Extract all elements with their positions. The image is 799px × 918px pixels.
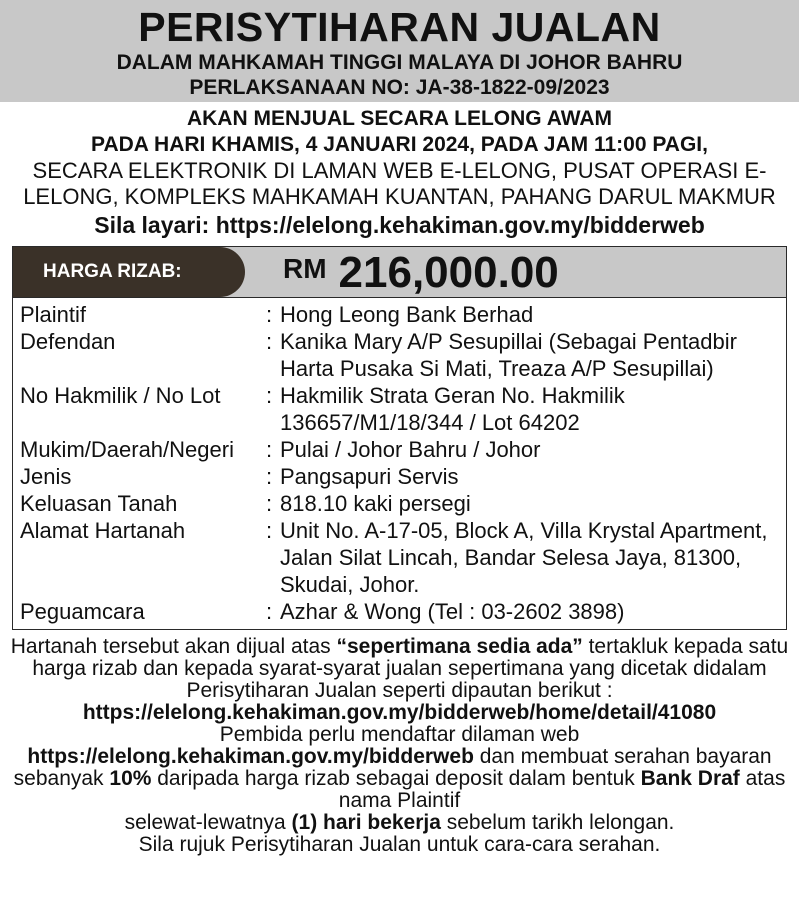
detail-label: Peguamcara xyxy=(20,599,145,624)
reserve-price-label: HARGA RIZAB: xyxy=(13,247,245,297)
auction-date-line: PADA HARI KHAMIS, 4 JANUARI 2024, PADA JAM 11:00 PAGI, xyxy=(91,133,708,156)
detail-row-plaintif: Plaintif : Hong Leong Bank Berhad xyxy=(13,301,786,328)
detail-label: Jenis xyxy=(20,464,72,489)
auction-info xyxy=(0,106,799,240)
detail-label: No Hakmilik / No Lot xyxy=(20,383,221,408)
detail-value: 818.10 kaki persegi xyxy=(280,491,471,516)
detail-row-jenis: Jenis : Pangsapuri Servis xyxy=(13,463,786,490)
price-amount: 216,000.00 xyxy=(338,248,559,297)
bidder-web-link[interactable]: Sila layari: https://elelong.kehakiman.gov.my/bidderweb xyxy=(94,212,705,238)
detail-value: Hong Leong Bank Berhad xyxy=(280,302,534,327)
detail-row-defendan: Defendan : Kanika Mary A/P Sesupillai (Sebagai Pentadbir Harta Pusaka Si Mati, Treaza A/P Sesupillai) xyxy=(13,328,786,382)
detail-value: Unit No. A-17-05, Block A, Villa Krystal Apartment, Jalan Silat Lincah, Bandar Selesa Jaya, 81300, Skudai, Johor. xyxy=(280,518,768,597)
detail-label: Defendan xyxy=(20,329,116,354)
detail-row-keluasan: Keluasan Tanah : 818.10 kaki persegi xyxy=(13,490,786,517)
detail-row-peguamcara: Peguamcara : Azhar & Wong (Tel : 03-2602 3898) xyxy=(13,598,786,625)
court-name: DALAM MAHKAMAH TINGGI MALAYA DI JOHOR BAHRU xyxy=(116,51,683,74)
property-details-table xyxy=(12,297,787,630)
detail-label: Plaintif xyxy=(20,302,87,327)
detail-value: Azhar & Wong (Tel : 03-2602 3898) xyxy=(280,599,625,624)
auction-line-1: AKAN MENJUAL SECARA LELONG AWAM xyxy=(186,107,613,130)
detail-value: Pulai / Johor Bahru / Johor xyxy=(280,437,541,462)
auction-venue: SECARA ELEKTRONIK DI LAMAN WEB E-LELONG, PUSAT OPERASI E-LELONG, KOMPLEKS MAHKAMAH KUANTAN, PAHANG DARUL MAKMUR xyxy=(23,158,776,209)
reserve-price-bar xyxy=(12,246,787,297)
detail-label: Mukim/Daerah/Negeri xyxy=(20,437,234,462)
note-paragraph-4: Sila rujuk Perisytiharan Jualan untuk cara-cara serahan. xyxy=(138,833,661,856)
proclamation-detail-link[interactable]: https://elelong.kehakiman.gov.my/bidderweb/home/detail/41080 xyxy=(82,701,717,724)
detail-label: Alamat Hartanah xyxy=(20,518,186,543)
price-currency: RM xyxy=(283,253,327,284)
page-title: PERISYTIHARAN JUALAN xyxy=(138,4,661,50)
header-banner xyxy=(0,0,799,102)
detail-label: Keluasan Tanah xyxy=(20,491,178,516)
detail-value: Kanika Mary A/P Sesupillai (Sebagai Pentadbir Harta Pusaka Si Mati, Treaza A/P Sesupillai) xyxy=(280,329,737,381)
note-paragraph-1: Hartanah tersebut akan dijual atas “sepertimana sedia ada” tertakluk kepada satu harga rizab dan kepada syarat-syarat jualan sepertimana yang dicetak didalam Perisytiharan Jualan seperti dipautan berikut : xyxy=(10,635,789,702)
detail-row-mukim: Mukim/Daerah/Negeri : Pulai / Johor Bahru / Johor xyxy=(13,436,786,463)
execution-number: PERLAKSANAAN NO: JA-38-1822-09/2023 xyxy=(189,76,610,99)
detail-row-alamat: Alamat Hartanah : Unit No. A-17-05, Block A, Villa Krystal Apartment, Jalan Silat Lincah, Bandar Selesa Jaya, 81300, Skudai, Johor. xyxy=(13,517,786,598)
note-paragraph-2: Pembida perlu mendaftar dilaman web https://elelong.kehakiman.gov.my/bidderweb dan membuat serahan bayaran sebanyak 10% daripada harga rizab sebagai deposit dalam bentuk Bank Draf atas nama Plaintif xyxy=(13,723,786,812)
registration-link[interactable]: https://elelong.kehakiman.gov.my/bidderweb xyxy=(27,745,474,768)
reserve-price-value xyxy=(283,247,559,297)
detail-value: Hakmilik Strata Geran No. Hakmilik 136657/M1/18/344 / Lot 64202 xyxy=(280,383,625,435)
detail-value: Pangsapuri Servis xyxy=(280,464,459,489)
sale-notes xyxy=(0,636,799,856)
note-paragraph-3: selewat-lewatnya (1) hari bekerja sebelum tarikh lelongan. xyxy=(124,811,675,834)
detail-row-hakmilik: No Hakmilik / No Lot : Hakmilik Strata Geran No. Hakmilik 136657/M1/18/344 / Lot 64202 xyxy=(13,382,786,436)
